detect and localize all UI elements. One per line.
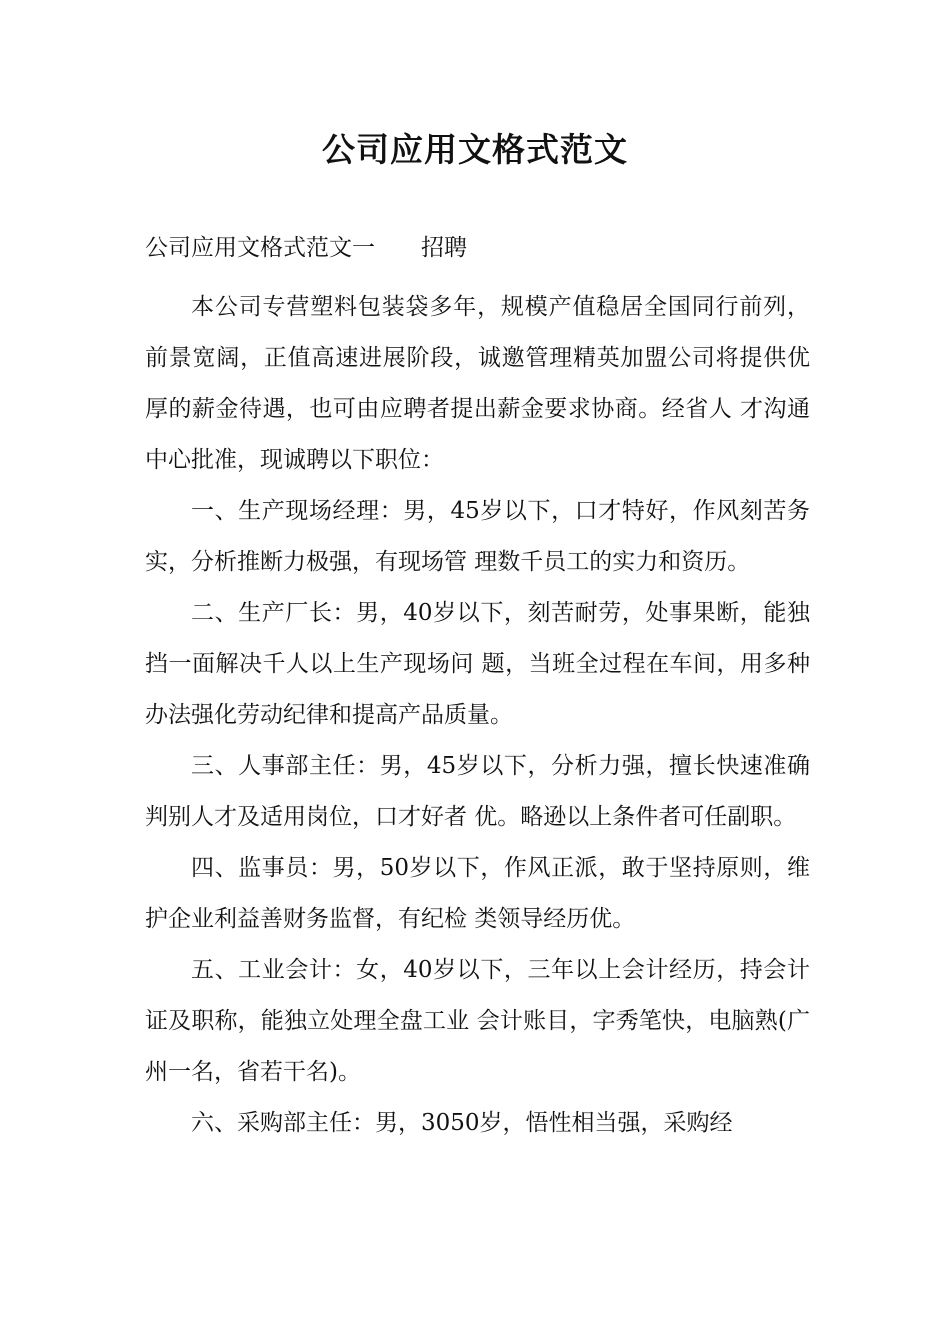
- position-paragraph-5: 五、工业会计：女，40岁以下，三年以上会计经历，持会计证及职称，能独立处理全盘工业 会计账目，字秀笔快，电脑熟(广州一名，省若干名)。: [145, 957, 810, 1085]
- position-paragraph-1: 一、生产现场经理：男，45岁以下，口才特好，作风刻苦务实，分析推断力极强，有现场管 理数千员工的实力和资历。: [145, 498, 810, 575]
- position-paragraph-2: 二、生产厂长：男，40岁以下，刻苦耐劳，处事果断，能独挡一面解决千人以上生产现场问 题，当班全过程在车间，用多种办法强化劳动纪律和提高产品质量。: [145, 600, 810, 728]
- intro-paragraph: 本公司专营塑料包装袋多年，规模产值稳居全国同行前列，前景宽阔，正值高速进展阶段，诚邀管理精英加盟公司将提供优厚的薪金待遇，也可由应聘者提出薪金要求协商。经省人 才沟通中心批准，现诚聘以下职位：: [145, 294, 810, 473]
- document-title: 公司应用文格式范文: [322, 130, 628, 169]
- document-subtitle: 公司应用文格式范文一 招聘: [145, 235, 467, 261]
- position-paragraph-6: 六、采购部主任：男，3050岁，悟性相当强，采购经: [191, 1110, 733, 1136]
- position-paragraph-4: 四、监事员：男，50岁以下，作风正派，敢于坚持原则，维护企业利益善财务监督，有纪检 类领导经历优。: [145, 855, 810, 932]
- document-body: [145, 282, 810, 1149]
- position-paragraph-3: 三、人事部主任：男，45岁以下，分析力强，擅长快速准确判别人才及适用岗位，口才好者 优。略逊以上条件者可任副职。: [145, 753, 810, 830]
